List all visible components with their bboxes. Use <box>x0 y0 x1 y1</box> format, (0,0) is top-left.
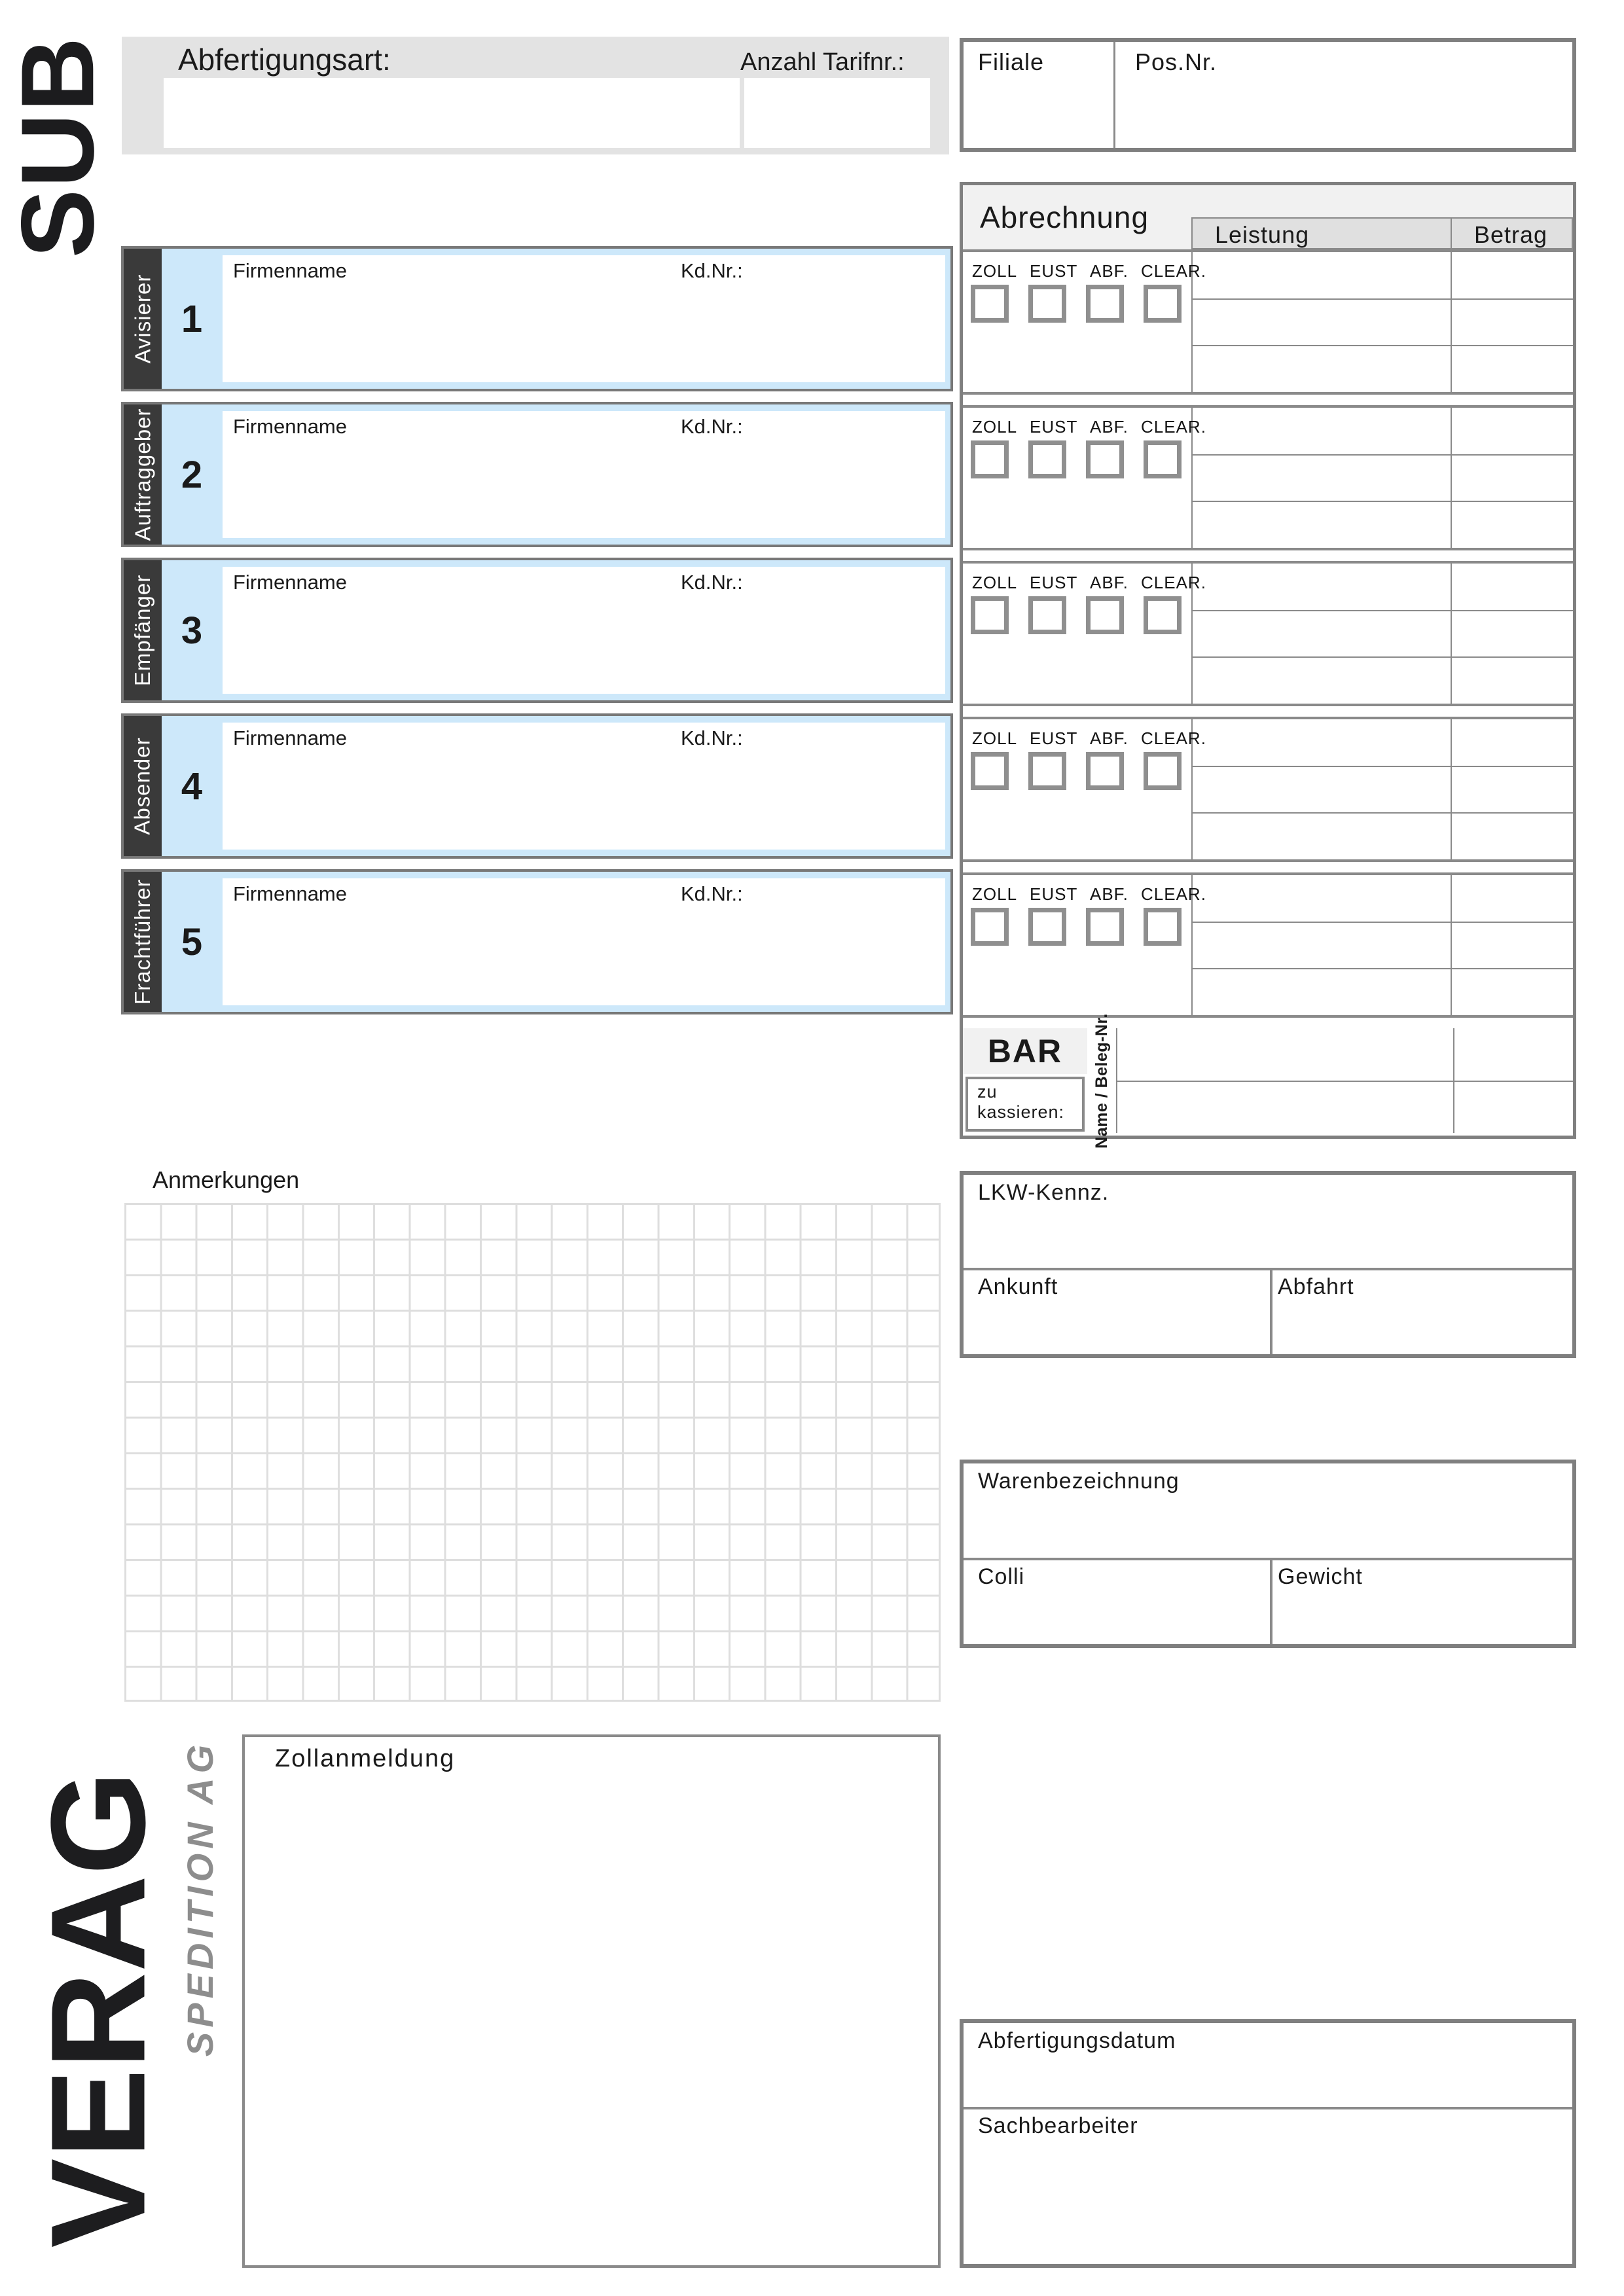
leistung-cell[interactable] <box>1191 922 1451 969</box>
kdnr-label: Kd.Nr.: <box>681 882 743 905</box>
posnr-label: Pos.Nr. <box>1135 48 1218 75</box>
zoll-checkbox[interactable] <box>971 440 1009 478</box>
eust-checkbox[interactable] <box>1028 908 1066 946</box>
warenbezeichnung-label: Warenbezeichnung <box>978 1469 1180 1494</box>
bar-amount-rows <box>1116 1028 1573 1133</box>
bar-label: BAR <box>987 1033 1063 1069</box>
zu-kassieren-field[interactable] <box>965 1077 1085 1132</box>
party-rows <box>121 246 953 1014</box>
kdnr-label: Kd.Nr.: <box>681 571 743 594</box>
spedition-ag-logo <box>168 1689 233 2108</box>
party-role-strip <box>124 716 162 856</box>
abf-label: ABF. <box>1090 417 1128 437</box>
ankunft-label: Ankunft <box>978 1274 1058 1299</box>
leistung-cells <box>1191 408 1452 548</box>
clear-label: CLEAR. <box>1141 884 1206 904</box>
betrag-cells <box>1452 564 1573 704</box>
clear-label: CLEAR. <box>1141 573 1206 592</box>
betrag-cells <box>1452 408 1573 548</box>
zoll-label: ZOLL <box>972 728 1018 748</box>
party-number: 5 <box>181 920 203 963</box>
abfertigungsart-label: Abfertigungsart: <box>178 43 391 77</box>
firmenname-label: Firmenname <box>233 259 347 282</box>
abrechnung-block <box>963 872 1573 1018</box>
party-role-label: Frachtführer <box>130 879 155 1005</box>
party-role-label: Empfänger <box>130 574 154 687</box>
party-row <box>121 246 953 391</box>
party-role-strip <box>124 560 162 700</box>
colli-label: Colli <box>978 1564 1025 1589</box>
abrechnung-block <box>963 717 1573 862</box>
zoll-checkbox[interactable] <box>971 596 1009 634</box>
eust-label: EUST <box>1030 884 1078 904</box>
customs-checkbox-cell <box>963 564 1206 704</box>
betrag-cell[interactable] <box>1452 454 1573 502</box>
leistung-cell[interactable] <box>1191 968 1451 1014</box>
abrechnung-block <box>963 405 1573 550</box>
betrag-cell[interactable] <box>1452 252 1573 300</box>
betrag-cell[interactable] <box>1452 656 1573 703</box>
zollanmeldung-label: Zollanmeldung <box>275 1745 456 1772</box>
zu-kassieren-label: zu kassieren: <box>977 1082 1065 1122</box>
leistung-cell[interactable] <box>1191 454 1451 502</box>
leistung-cell[interactable] <box>1191 298 1451 346</box>
clear-checkbox[interactable] <box>1144 440 1182 478</box>
eust-label: EUST <box>1030 573 1078 592</box>
betrag-cell[interactable] <box>1452 408 1573 456</box>
clear-label: CLEAR. <box>1141 261 1206 281</box>
verag-logo-text: VERAG <box>23 1770 173 2248</box>
verag-logo <box>23 1751 173 2268</box>
gewicht-label: Gewicht <box>1278 1564 1363 1589</box>
clear-checkbox[interactable] <box>1144 908 1182 946</box>
clear-checkbox[interactable] <box>1144 752 1182 790</box>
firmenname-label: Firmenname <box>233 571 347 594</box>
abf-checkbox[interactable] <box>1086 285 1124 323</box>
kdnr-label: Kd.Nr.: <box>681 415 743 438</box>
name-beleg-label: Name / Beleg-Nr. <box>1092 1013 1111 1149</box>
betrag-cell[interactable] <box>1452 298 1573 346</box>
sub-logo-text: SUB <box>0 35 116 258</box>
spedition-ag-text: SPEDITION AG <box>179 1740 221 2056</box>
party-number: 2 <box>181 453 203 496</box>
anmerkungen-label: Anmerkungen <box>153 1166 300 1193</box>
firmenname-label: Firmenname <box>233 882 347 905</box>
bar-leistung-cell[interactable] <box>1117 1081 1573 1133</box>
bar-betrag-divider <box>1453 1028 1454 1133</box>
anmerkungen-grid[interactable] <box>124 1203 941 1702</box>
zoll-label: ZOLL <box>972 261 1018 281</box>
lkw-divider <box>964 1268 1572 1270</box>
sub-logo <box>0 31 116 262</box>
abf-checkbox[interactable] <box>1086 596 1124 634</box>
abrechnung-block <box>963 249 1573 395</box>
lkw-kennz-label: LKW-Kennz. <box>978 1180 1110 1205</box>
eust-checkbox[interactable] <box>1028 596 1066 634</box>
warenbezeichnung-box[interactable] <box>960 1460 1576 1648</box>
party-address-field[interactable] <box>223 255 945 382</box>
clear-checkbox[interactable] <box>1144 285 1182 323</box>
clear-label: CLEAR. <box>1141 417 1206 437</box>
party-number: 3 <box>181 609 203 652</box>
leistung-column-header <box>1191 217 1452 249</box>
sachbearbeiter-label: Sachbearbeiter <box>978 2113 1138 2138</box>
eust-label: EUST <box>1030 417 1078 437</box>
filiale-posnr-box <box>960 38 1576 152</box>
leistung-label: Leistung <box>1215 221 1310 248</box>
party-role-label: Absender <box>130 737 155 835</box>
bar-leistung-cell[interactable] <box>1117 1028 1573 1082</box>
party-number: 1 <box>181 297 203 340</box>
abf-label: ABF. <box>1090 261 1128 281</box>
betrag-cell[interactable] <box>1452 875 1573 923</box>
betrag-cell[interactable] <box>1452 968 1573 1014</box>
filiale-label: Filiale <box>978 48 1045 75</box>
party-role-strip <box>124 404 162 545</box>
betrag-cell[interactable] <box>1452 345 1573 391</box>
party-role-strip <box>124 249 162 389</box>
clear-checkbox[interactable] <box>1144 596 1182 634</box>
leistung-cell[interactable] <box>1191 766 1451 814</box>
waren-divider <box>964 1558 1572 1560</box>
abrechnung-block <box>963 561 1573 706</box>
customs-checkbox-cell <box>963 875 1206 1015</box>
leistung-cells <box>1191 564 1452 704</box>
betrag-cell[interactable] <box>1452 564 1573 611</box>
zoll-checkbox[interactable] <box>971 285 1009 323</box>
leistung-cells <box>1191 719 1452 859</box>
leistung-cell[interactable] <box>1191 252 1451 300</box>
kdnr-label: Kd.Nr.: <box>681 726 743 749</box>
zoll-label: ZOLL <box>972 417 1018 437</box>
abfertigungsdatum-box[interactable] <box>960 2019 1576 2268</box>
eust-checkbox[interactable] <box>1028 440 1066 478</box>
colli-gewicht-divider <box>1270 1560 1272 1644</box>
betrag-cell[interactable] <box>1452 719 1573 767</box>
zoll-label: ZOLL <box>972 573 1018 592</box>
party-address-field[interactable] <box>223 878 945 1005</box>
zoll-label: ZOLL <box>972 884 1018 904</box>
betrag-cells <box>1452 252 1573 392</box>
abrechnung-title: Abrechnung <box>980 200 1149 234</box>
leistung-cell[interactable] <box>1191 564 1451 611</box>
betrag-cell[interactable] <box>1452 922 1573 969</box>
party-number: 4 <box>181 764 203 808</box>
ankunft-abfahrt-divider <box>1270 1270 1272 1354</box>
party-row <box>121 558 953 703</box>
betrag-cell[interactable] <box>1452 610 1573 658</box>
abf-label: ABF. <box>1090 573 1128 592</box>
party-address-field[interactable] <box>223 723 945 850</box>
zoll-checkbox[interactable] <box>971 908 1009 946</box>
leistung-cells <box>1191 875 1452 1015</box>
betrag-cells <box>1452 719 1573 859</box>
abf-label: ABF. <box>1090 728 1128 748</box>
abf-checkbox[interactable] <box>1086 440 1124 478</box>
leistung-cell[interactable] <box>1191 408 1451 456</box>
abfertigungsdatum-label: Abfertigungsdatum <box>978 2028 1176 2053</box>
leistung-cell[interactable] <box>1191 875 1451 923</box>
abfertigungsart-input[interactable] <box>164 78 740 148</box>
betrag-cell[interactable] <box>1452 766 1573 814</box>
abf-checkbox[interactable] <box>1086 908 1124 946</box>
leistung-cell[interactable] <box>1191 719 1451 767</box>
abfahrt-label: Abfahrt <box>1278 1274 1354 1299</box>
party-role-label: Auftraggeber <box>130 408 154 541</box>
firmenname-label: Firmenname <box>233 726 347 749</box>
name-beleg-strip <box>1087 1013 1116 1149</box>
firmenname-label: Firmenname <box>233 415 347 438</box>
party-role-label: Avisierer <box>130 274 155 364</box>
betrag-label: Betrag <box>1474 221 1548 248</box>
party-row <box>121 869 953 1014</box>
zollanmeldung-box[interactable] <box>242 1734 941 2268</box>
party-address-field[interactable] <box>223 411 945 538</box>
customs-checkbox-cell <box>963 719 1206 859</box>
eust-label: EUST <box>1030 261 1078 281</box>
leistung-cell[interactable] <box>1191 610 1451 658</box>
zoll-checkbox[interactable] <box>971 752 1009 790</box>
betrag-cell[interactable] <box>1452 812 1573 859</box>
anzahl-tarifnr-input[interactable] <box>744 78 930 148</box>
eust-checkbox[interactable] <box>1028 285 1066 323</box>
bar-section <box>963 1013 1573 1149</box>
betrag-column-header <box>1451 217 1573 249</box>
abfertigung-panel <box>122 37 949 154</box>
abf-label: ABF. <box>1090 884 1128 904</box>
betrag-cell[interactable] <box>1452 501 1573 547</box>
abf-divider <box>964 2107 1572 2109</box>
leistung-cell[interactable] <box>1191 812 1451 859</box>
eust-checkbox[interactable] <box>1028 752 1066 790</box>
party-address-field[interactable] <box>223 567 945 694</box>
betrag-cells <box>1452 875 1573 1015</box>
customs-checkbox-cell <box>963 252 1206 392</box>
customs-checkbox-cell <box>963 408 1206 548</box>
leistung-cell[interactable] <box>1191 345 1451 391</box>
kdnr-label: Kd.Nr.: <box>681 259 743 282</box>
leistung-cell[interactable] <box>1191 656 1451 703</box>
abrechnung-table <box>960 182 1576 1149</box>
bar-title-box <box>963 1028 1087 1074</box>
anzahl-tarifnr-label: Anzahl Tarifnr.: <box>740 48 905 76</box>
lkw-box[interactable] <box>960 1171 1576 1358</box>
party-row <box>121 713 953 859</box>
clear-label: CLEAR. <box>1141 728 1206 748</box>
abf-checkbox[interactable] <box>1086 752 1124 790</box>
leistung-cell[interactable] <box>1191 501 1451 547</box>
eust-label: EUST <box>1030 728 1078 748</box>
leistung-cells <box>1191 252 1452 392</box>
party-role-strip <box>124 872 162 1012</box>
party-row <box>121 402 953 547</box>
